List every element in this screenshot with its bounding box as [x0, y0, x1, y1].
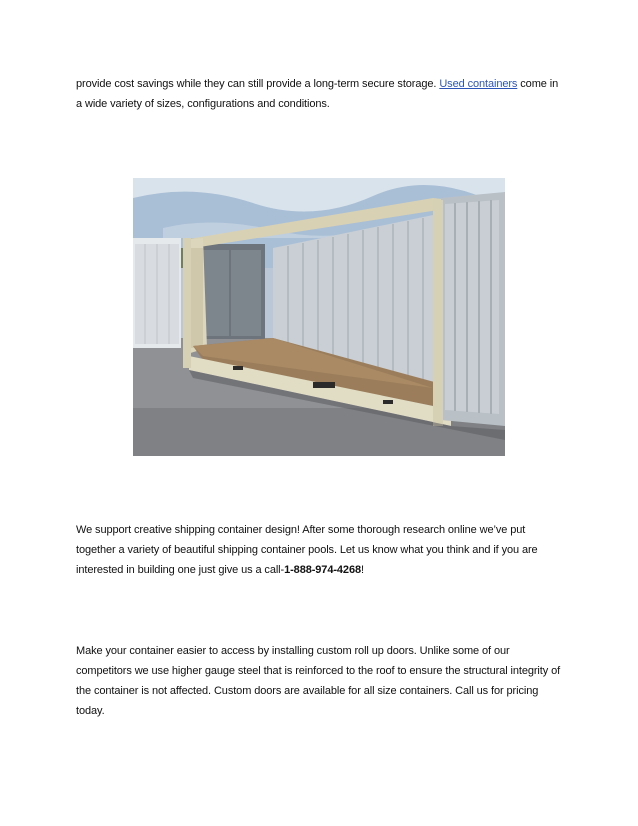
intro-text-end: come in a wide variety of sizes, configurations and conditions. [76, 78, 559, 110]
container-photo [133, 178, 505, 456]
phone-number[interactable]: 1-888-974-4268 [284, 564, 361, 576]
design-paragraph [76, 520, 566, 580]
design-text: We support creative shipping container design! After some thorough research online we’ve put together a variety of beautiful shipping container pools. Let us know what you think and if you are interested in building one just give us a call- [76, 524, 538, 576]
design-text-end: ! [360, 564, 364, 576]
used-containers-link[interactable]: Used containers [439, 78, 518, 90]
intro-text-start: provide cost savings while they can still provide a long-term secure storage. [76, 78, 440, 90]
roll-up-doors-paragraph: Make your container easier to access by installing custom roll up doors. Unlike some of our competitors we use higher gauge steel that is reinforced to the roof to ensure the structural integrity of the container is not affected. Custom doors are available for all size containers. Call us for pricing today. [76, 645, 561, 717]
intro-paragraph [76, 74, 566, 114]
